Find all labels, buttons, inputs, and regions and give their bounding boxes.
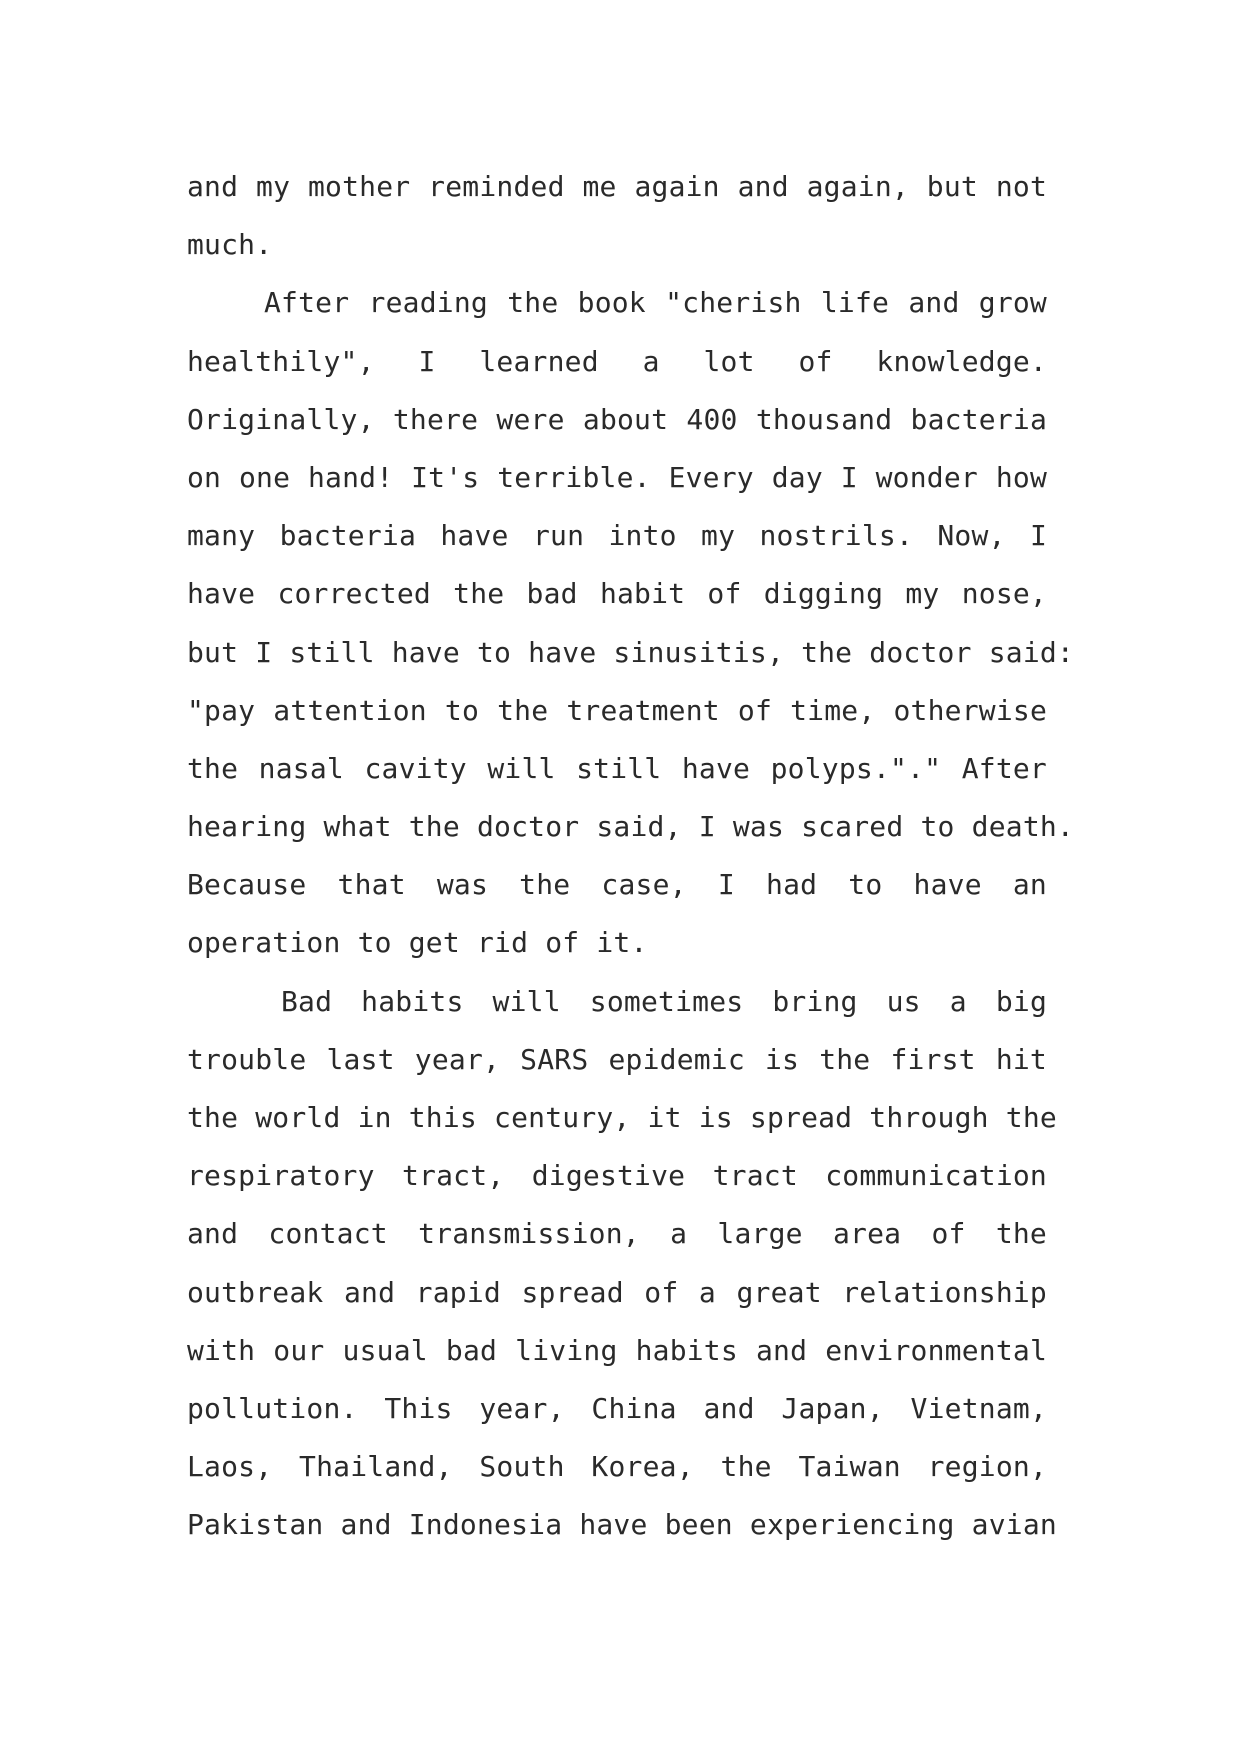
body-text [187,158,1074,1555]
text-line: outbreak and rapid spread of a great relationship [187,1275,1047,1309]
text-line: "pay attention to the treatment of time, otherwise [187,693,1047,727]
text-line: on one hand! It's terrible. Every day I wonder how [187,460,1047,494]
text-line: hearing what the doctor said, I was scared to death. [187,810,1074,844]
text-line: with our usual bad living habits and environmental [187,1333,1047,1367]
text-line: trouble last year, SARS epidemic is the first hit [187,1042,1047,1076]
text-line: healthily", I learned a lot of knowledge. [187,344,1047,378]
text-line: pollution. This year, China and Japan, Vietnam, [187,1391,1047,1425]
text-line: the world in this century, it is spread through the [187,1101,1057,1134]
text-line: but I still have to have sinusitis, the doctor said: [187,635,1074,669]
text-line: Laos, Thailand, South Korea, the Taiwan region, [187,1450,1047,1484]
paragraph-3 [187,973,1057,1555]
paragraph-1 [187,158,1047,274]
text-line: and contact transmission, a large area of the [187,1217,1047,1251]
text-line: After reading the book "cherish life and grow [264,286,1047,320]
paragraph-2 [187,274,1074,972]
text-line: Bad habits will sometimes bring us a big [281,984,1047,1018]
text-line: operation to get rid of it. [187,926,648,960]
text-line: and my mother reminded me again and again, but not [187,170,1047,203]
text-line: have corrected the bad habit of digging my nose, [187,577,1047,611]
text-line: Because that was the case, I had to have an [187,868,1047,902]
text-line: respiratory tract, digestive tract communication [187,1159,1047,1193]
text-line: Originally, there were about 400 thousand bacteria [187,402,1047,436]
text-line: Pakistan and Indonesia have been experiencing avian [187,1508,1057,1542]
text-line: much. [187,228,273,262]
text-line: the nasal cavity will still have polyps."." After [187,751,1047,785]
text-line: many bacteria have run into my nostrils. Now, I [187,519,1047,553]
